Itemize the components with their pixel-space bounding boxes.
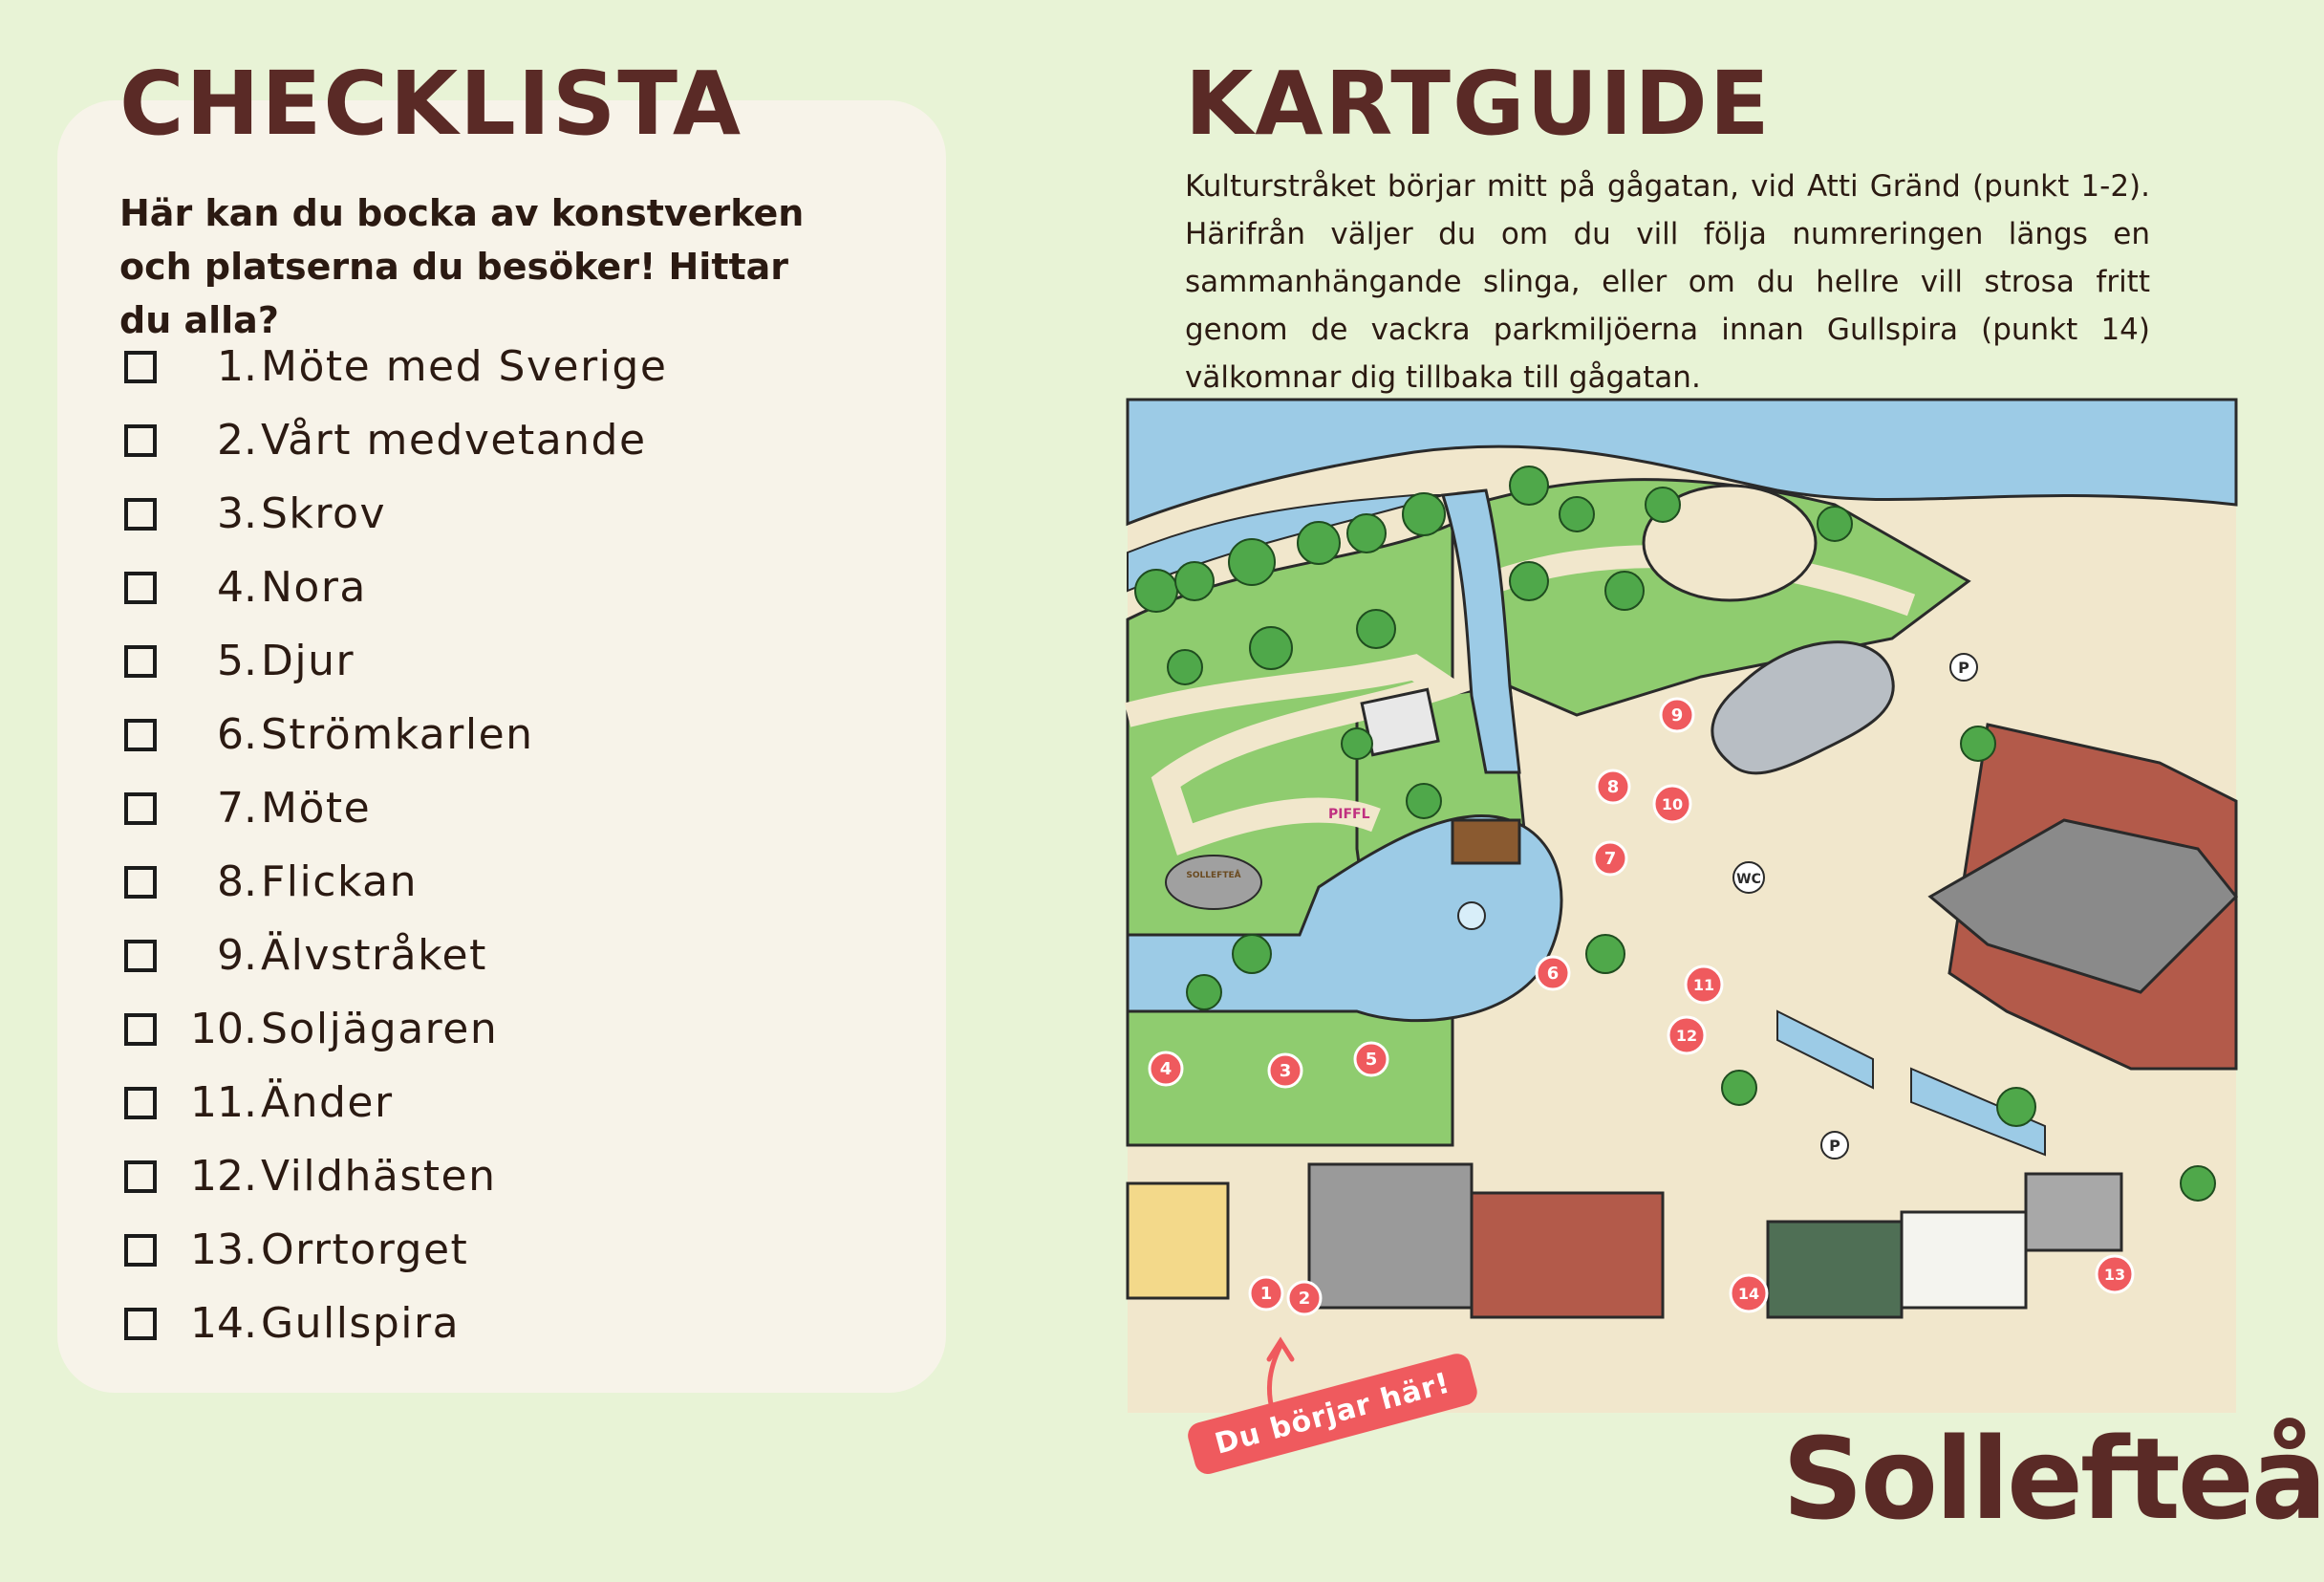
- marker-9[interactable]: [1661, 699, 1693, 731]
- marker-12[interactable]: [1668, 1017, 1705, 1053]
- item-number: 10.: [190, 1005, 257, 1053]
- item-label: Möte med Sverige: [261, 342, 668, 391]
- checklist-intro: Här kan du bocka av konstverken och platserna du besöker! Hittar du alla?: [119, 192, 805, 341]
- map-canvas: [1128, 400, 2236, 1413]
- item-number: 12.: [190, 1152, 257, 1201]
- marker-2[interactable]: [1288, 1282, 1321, 1314]
- checkbox[interactable]: [124, 792, 157, 825]
- checklist-item: [124, 1213, 667, 1287]
- marker-7[interactable]: [1594, 842, 1626, 875]
- item-label: Älvstråket: [261, 931, 487, 980]
- guide-text: Kulturstråket börjar mitt på gågatan, vid Atti Gränd (punkt 1-2). Härifrån väljer du om du vill följa numreringen längs en sammanhängande slinga, eller om du hellre vill strosa fritt genom de vackra parkmiljöerna innan Gullspira (punkt 14) välkomnar dig tillbaka till gågatan.: [1185, 169, 2150, 395]
- svg-text:2: 2: [1298, 1289, 1311, 1309]
- item-number: 8.: [217, 857, 257, 906]
- marker-11[interactable]: [1686, 966, 1722, 1003]
- item-label: Gullspira: [261, 1299, 461, 1348]
- checklist-title: CHECKLISTA: [119, 53, 743, 155]
- checkbox[interactable]: [124, 940, 157, 972]
- item-number: 4.: [217, 563, 257, 612]
- guide-title: KARTGUIDE: [1185, 53, 1772, 155]
- checkbox[interactable]: [124, 1308, 157, 1340]
- item-number: 6.: [217, 710, 257, 759]
- checkbox[interactable]: [124, 351, 157, 383]
- checklist-item: [124, 624, 667, 698]
- toilet-label: WC: [1736, 872, 1761, 887]
- checkbox[interactable]: [124, 1160, 157, 1193]
- parking-label: P: [1829, 1137, 1840, 1155]
- item-number: 14.: [190, 1299, 257, 1348]
- marker-1[interactable]: [1250, 1277, 1282, 1310]
- item-number: 11.: [190, 1078, 257, 1127]
- checklist-item: [124, 919, 667, 992]
- marker-4[interactable]: [1150, 1052, 1182, 1085]
- checklist-item: [124, 771, 667, 845]
- checkbox[interactable]: [124, 1234, 157, 1267]
- svg-text:1: 1: [1259, 1284, 1273, 1304]
- building-yellow: [1128, 1183, 1228, 1298]
- sign-label: SOLLEFTEÅ: [1186, 871, 1241, 880]
- item-number: 1.: [217, 342, 257, 391]
- item-label: Möte: [261, 784, 372, 833]
- item-number: 5.: [217, 637, 257, 685]
- checkbox[interactable]: [124, 572, 157, 604]
- checklist-item: [124, 698, 667, 771]
- checkbox[interactable]: [124, 1013, 157, 1046]
- checklist-item: [124, 551, 667, 624]
- item-label: Strömkarlen: [261, 710, 534, 759]
- parking-label: P: [1958, 659, 1969, 677]
- item-label: Änder: [261, 1078, 394, 1127]
- svg-text:4: 4: [1159, 1059, 1173, 1079]
- svg-text:9: 9: [1670, 705, 1684, 726]
- svg-text:14: 14: [1737, 1285, 1760, 1303]
- svg-text:10: 10: [1661, 795, 1684, 813]
- marker-6[interactable]: [1537, 957, 1569, 989]
- item-number: 13.: [190, 1225, 257, 1274]
- marker-10[interactable]: [1654, 786, 1690, 822]
- item-label: Skrov: [261, 489, 386, 538]
- checkbox[interactable]: [124, 719, 157, 751]
- checkbox[interactable]: [124, 424, 157, 457]
- fountain: [1458, 902, 1485, 929]
- item-number: 3.: [217, 489, 257, 538]
- checklist-item: [124, 403, 667, 477]
- checklist-item: [124, 477, 667, 551]
- marker-13[interactable]: [2097, 1256, 2133, 1292]
- sollefteå-logo: Sollefteå: [1782, 1413, 2324, 1545]
- svg-text:11: 11: [1692, 976, 1715, 994]
- marker-14[interactable]: [1731, 1275, 1767, 1311]
- item-number: 2.: [217, 416, 257, 465]
- checkbox[interactable]: [124, 498, 157, 531]
- checklist-item: [124, 330, 667, 403]
- svg-text:12: 12: [1675, 1027, 1698, 1045]
- item-number: 7.: [217, 784, 257, 833]
- checkbox[interactable]: [124, 866, 157, 899]
- svg-text:8: 8: [1606, 777, 1620, 797]
- item-label: Nora: [261, 563, 367, 612]
- building-grey: [1309, 1164, 1472, 1308]
- building-grey-2: [2026, 1174, 2121, 1250]
- building-brick: [1472, 1193, 1663, 1317]
- building-green: [1768, 1222, 1902, 1317]
- checklist-item: [124, 1066, 667, 1139]
- svg-text:5: 5: [1365, 1050, 1378, 1070]
- item-label: Orrtorget: [261, 1225, 469, 1274]
- item-label: Vårt medvetande: [261, 416, 647, 465]
- item-number: 9.: [217, 931, 257, 980]
- svg-text:13: 13: [2103, 1266, 2126, 1284]
- checklist-item: [124, 1287, 667, 1360]
- svg-text:3: 3: [1279, 1061, 1292, 1081]
- start-here-label: Du börjar här!: [1185, 1351, 1480, 1477]
- checklist-item: [124, 992, 667, 1066]
- marker-8[interactable]: [1597, 770, 1629, 803]
- checklist-item: [124, 845, 667, 919]
- item-label: Vildhästen: [261, 1152, 497, 1201]
- item-label: Flickan: [261, 857, 419, 906]
- svg-text:6: 6: [1546, 964, 1560, 984]
- piffl-label: PIFFL: [1328, 807, 1370, 822]
- sollefte-sign: [1166, 856, 1261, 909]
- item-label: Djur: [261, 637, 355, 685]
- checkbox[interactable]: [124, 1087, 157, 1119]
- marker-3[interactable]: [1269, 1054, 1302, 1087]
- building-white: [1902, 1212, 2026, 1308]
- item-label: Soljägaren: [261, 1005, 499, 1053]
- park-map[interactable]: [1128, 400, 2236, 1413]
- checklist: [124, 330, 667, 1360]
- stage: [1452, 820, 1519, 863]
- svg-text:7: 7: [1603, 849, 1617, 869]
- checklist-item: [124, 1139, 667, 1213]
- checkbox[interactable]: [124, 645, 157, 678]
- marker-5[interactable]: [1355, 1043, 1388, 1075]
